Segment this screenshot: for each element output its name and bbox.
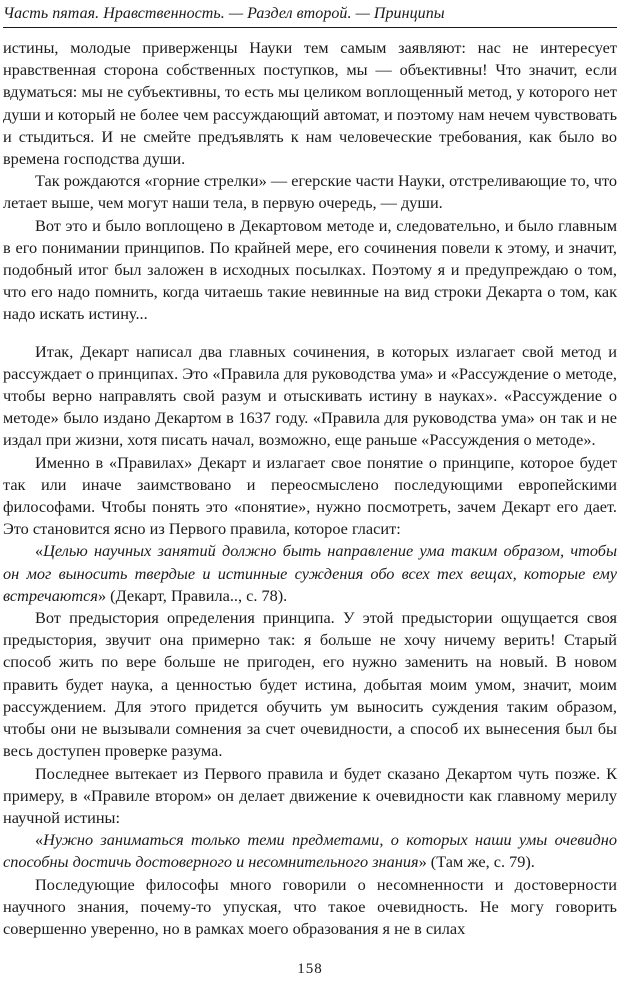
quote-citation: » (Декарт, Правила.., с. 78). bbox=[97, 585, 288, 605]
paragraph: Именно в «Правилах» Декарт и излагает свое понятие о принципе, которое будет так или иначе заимствовано и переосмыслено последующими европейскими философами. Чтобы понять это «понятие», нужно посмотреть, зачем Декарт его дает. Это становится ясно из Первого правила, которое гласит: bbox=[3, 452, 617, 539]
quote-citation: » (Там же, с. 79). bbox=[418, 852, 535, 872]
quote-paragraph bbox=[3, 829, 617, 873]
paragraph: Вот предыстория определения принципа. У этой предыстории ощущается своя предыстория, звучит она примерно так: я больше не хочу ничему верить! Старый способ жить по вере больше не пригоден, его нужно заменить на новый. В новом править будет наука, а ценностью будет истина, добытая моим умом, значит, моим рассуждением. Для этого придется обучить ум выносить суждения таким образом, чтобы они не вызывали сомнения за счет очевидности, а способ их вынесения был бы весь доступен проверке разума. bbox=[3, 608, 617, 761]
paragraph: Последнее вытекает из Первого правила и будет сказано Декартом чуть позже. К примеру, в «Правиле втором» он делает движение к очевидности как главному мерилу научной истины: bbox=[3, 763, 617, 827]
quote-open-mark: « bbox=[35, 830, 44, 850]
page-number: 158 bbox=[297, 961, 323, 977]
header-rule bbox=[3, 27, 617, 28]
body-text bbox=[3, 37, 617, 940]
paragraph: Итак, Декарт написал два главных сочинения, в которых излагает свой метод и рассуждает о принципах. Это «Правила для руководства ума» и «Рассуждение о методе, чтобы верно направлять свой разум и отыскивать истину в науках». «Рассуждение о методе» было издано Декартом в 1637 году. «Правила для руководства ума» он так и не издал при жизни, хотя писать начал, возможно, еще раньше «Рассуждения о методе». bbox=[3, 341, 617, 450]
quote-italic-text: Целью научных занятий должно быть направление ума таким образом, чтобы он мог выносить твердые и истинные суждения обо всех тех вещах, которые ему встречаются bbox=[3, 541, 617, 605]
quote-paragraph bbox=[3, 540, 617, 607]
quote-open-mark: « bbox=[35, 541, 44, 561]
paragraph: Последующие философы много говорили о несомненности и достоверности научного знания, почему-то упуская, что такое очевидность. Не могу говорить совершенно уверенно, но в рамках моего образования я не в силах bbox=[3, 874, 617, 938]
paragraph: Вот это и было воплощено в Декартовом методе и, следовательно, и было главным в его понимании принципов. По крайней мере, его сочинения повели к этому, и значит, подобный итог был заложен в исходных посылках. Поэтому я и предупреждаю о том, что его надо помнить, когда читаешь такие невинные на вид строки Декарта о том, как надо искать истину... bbox=[3, 215, 617, 324]
running-head: Часть пятая. Нравственность. — Раздел второй. — Принципы bbox=[3, 5, 445, 22]
paragraph-continuation: истины, молодые приверженцы Науки тем самым заявляют: нас не интересует нравственная сторона собственных поступков, мы — объективны! Что значит, если вдуматься: мы не субъективны, то есть мы целиком воплощенный метод, у которого нет души и который не более чем рассуждающий автомат, и поэтому нам нечем чувствовать и стыдиться. И не смейте предъявлять к нам человеческие требования, как было во времена господства души. bbox=[3, 38, 617, 169]
paragraph: Так рождаются «горние стрелки» — егерские части Науки, отстреливающие то, что летает выше, чем могут наши тела, в первую очередь, — души. bbox=[3, 171, 617, 213]
quote-italic-text: Нужно заниматься только теми предметами, о которых наши умы очевидно способны достичь достоверного и несомнительного знания bbox=[3, 830, 617, 872]
